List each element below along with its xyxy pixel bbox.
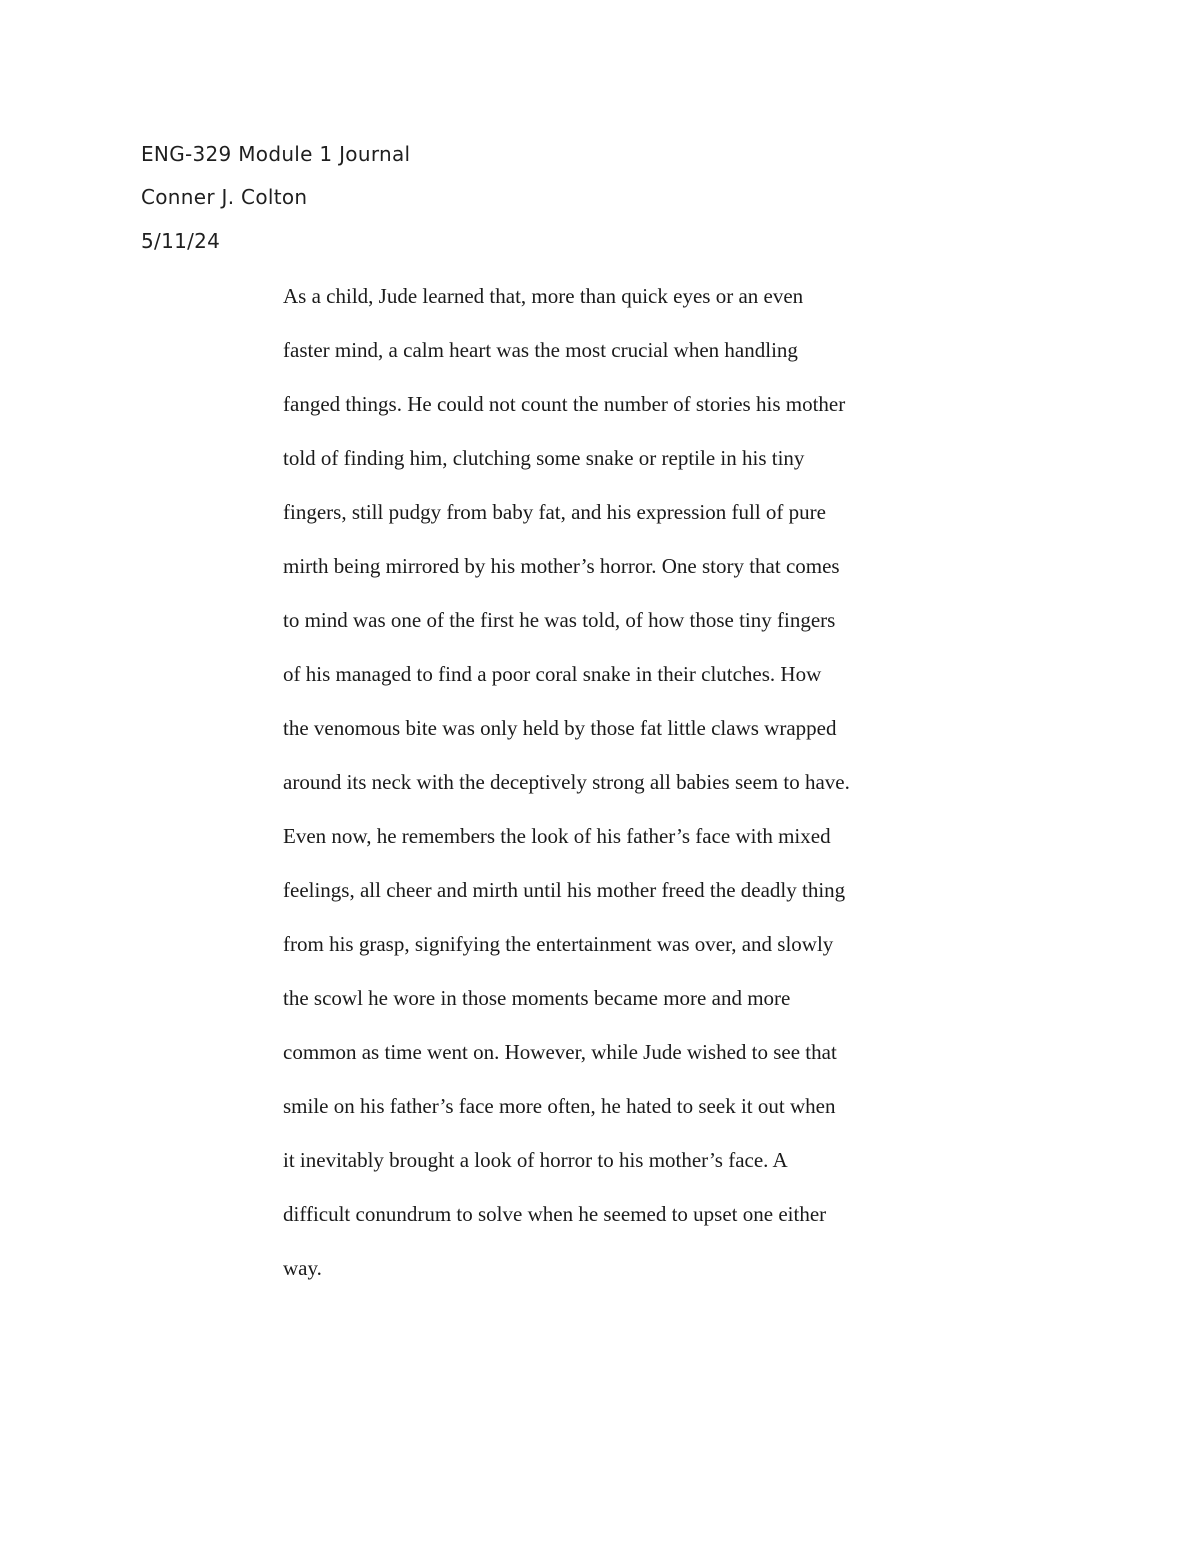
paragraph-line: told of finding him, clutching some snake or reptile in his tiny bbox=[283, 446, 805, 470]
course-title: ENG-329 Module 1 Journal bbox=[141, 142, 411, 166]
paragraph-line: way. bbox=[283, 1256, 322, 1280]
paragraph-line: feelings, all cheer and mirth until his mother freed the deadly thing bbox=[283, 878, 846, 902]
paragraph-line: smile on his father’s face more often, he hated to seek it out when bbox=[283, 1094, 836, 1118]
paragraph-line: difficult conundrum to solve when he seemed to upset one either bbox=[283, 1202, 827, 1226]
paragraph-line: from his grasp, signifying the entertainment was over, and slowly bbox=[283, 932, 834, 956]
paragraph-line: to mind was one of the first he was told, of how those tiny fingers bbox=[283, 608, 836, 632]
paragraph-line: around its neck with the deceptively strong all babies seem to have. bbox=[283, 770, 850, 794]
document-date: 5/11/24 bbox=[141, 229, 221, 253]
paragraph-line: Even now, he remembers the look of his father’s face with mixed bbox=[283, 824, 831, 848]
paragraph-line: As a child, Jude learned that, more than quick eyes or an even bbox=[283, 284, 804, 308]
paragraph-line: fanged things. He could not count the number of stories his mother bbox=[283, 392, 846, 416]
paragraph-line: faster mind, a calm heart was the most crucial when handling bbox=[283, 338, 798, 362]
paragraph-line: fingers, still pudgy from baby fat, and his expression full of pure bbox=[283, 500, 826, 524]
author-name: Conner J. Colton bbox=[141, 185, 308, 209]
paragraph-line: of his managed to find a poor coral snake in their clutches. How bbox=[283, 662, 822, 686]
paragraph-line: it inevitably brought a look of horror to his mother’s face. A bbox=[283, 1148, 788, 1172]
paragraph-line: the scowl he wore in those moments became more and more bbox=[283, 986, 791, 1010]
paragraph-line: mirth being mirrored by his mother’s horror. One story that comes bbox=[283, 554, 840, 578]
paragraph-line: the venomous bite was only held by those fat little claws wrapped bbox=[283, 716, 837, 740]
paragraph-line: common as time went on. However, while Jude wished to see that bbox=[283, 1040, 837, 1064]
